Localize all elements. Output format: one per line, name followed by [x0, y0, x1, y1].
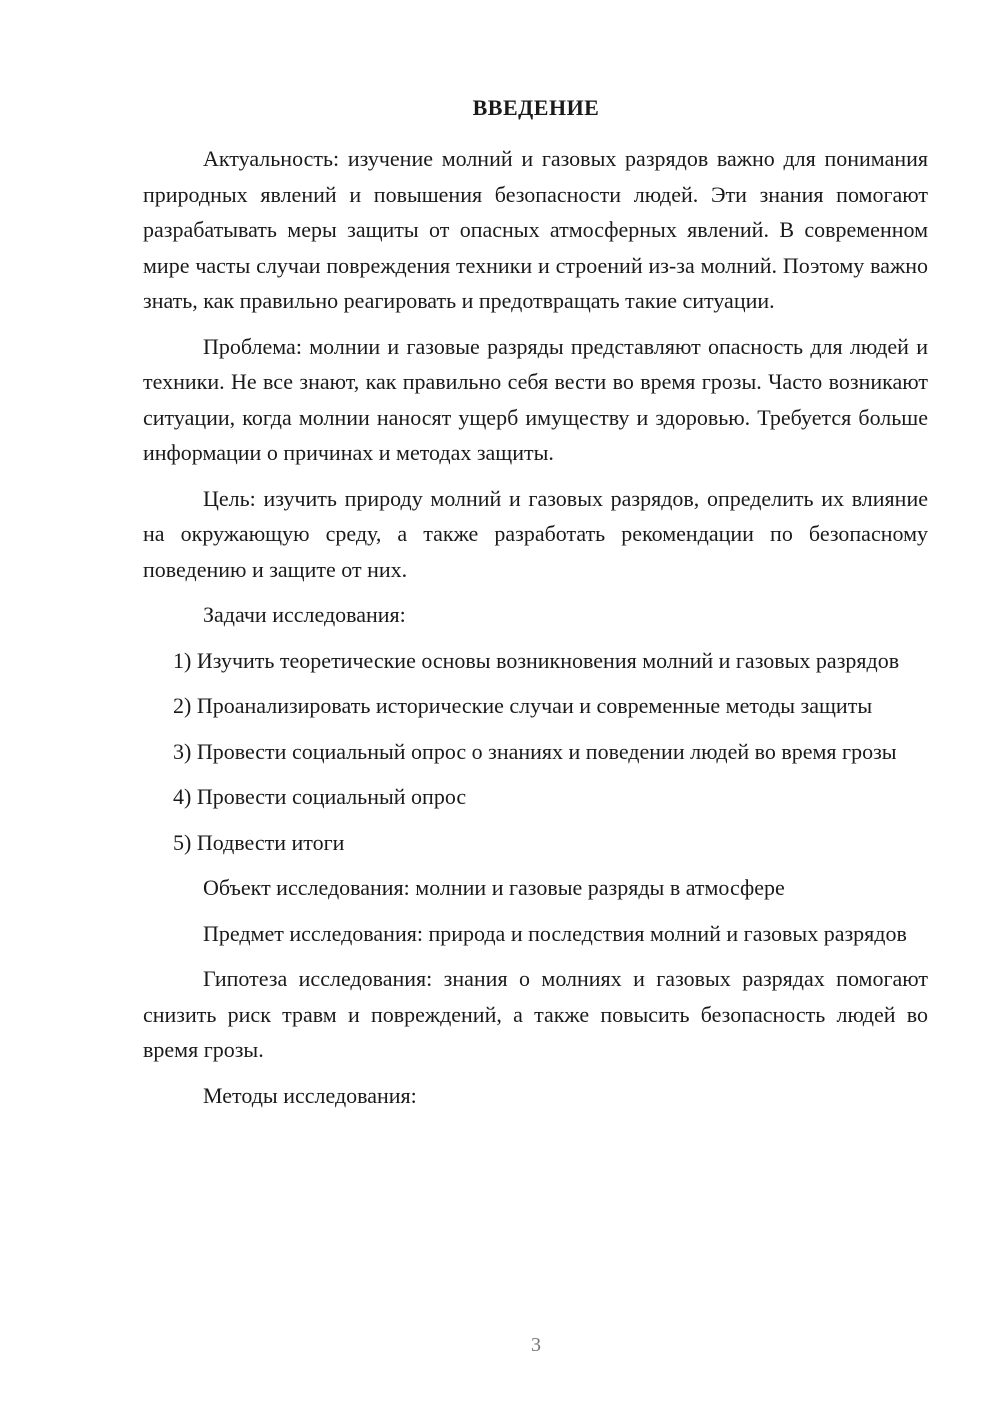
- task-item: 1) Изучить теоретические основы возникновения молний и газовых разрядов: [173, 647, 900, 673]
- task-item: 5) Подвести итоги: [173, 829, 345, 855]
- task-item: 2) Проанализировать исторические случаи и современные методы защиты: [173, 693, 873, 718]
- task-item: 3) Провести социальный опрос о знаниях и поведении людей во время грозы: [173, 738, 897, 764]
- paragraph-hypothesis: Гипотеза исследования: знания о молниях и газовых разрядах помогают снизить риск травм и повреждений, а также повысить безопасность людей во время грозы.: [143, 966, 928, 1062]
- task-item: 4) Провести социальный опрос: [173, 784, 467, 809]
- section-title: ВВЕДЕНИЕ: [472, 95, 600, 120]
- paragraph-problem: Проблема: молнии и газовые разряды представляют опасность для людей и техники. Не все знают, как правильно себя вести во время грозы. Часто возникают ситуации, когда молнии наносят ущерб имуществу и здоровью. Требуется больше информации о причинах и методах защиты.: [143, 333, 928, 465]
- paragraph-relevance: Актуальность: изучение молний и газовых разрядов важно для понимания природных явлений и повышения безопасности людей. Эти знания помогают разрабатывать меры защиты от опасных атмосферных явлений. В современном мире часты случаи повреждения техники и строений из-за молний. Поэтому важно знать, как правильно реагировать и предотвращать такие ситуации.: [143, 146, 928, 313]
- paragraph-object: Объект исследования: молнии и газовые разряды в атмосфере: [203, 875, 785, 900]
- page-number: 3: [531, 1334, 541, 1356]
- paragraph-goal: Цель: изучить природу молний и газовых разрядов, определить их влияние на окружающую среду, а также разработать рекомендации по безопасному поведению и защите от них.: [143, 485, 928, 582]
- tasks-heading: Задачи исследования:: [203, 602, 406, 627]
- paragraph-subject: Предмет исследования: природа и последствия молний и газовых разрядов: [203, 920, 907, 946]
- methods-heading: Методы исследования:: [203, 1082, 417, 1108]
- body-text: [143, 141, 928, 1123]
